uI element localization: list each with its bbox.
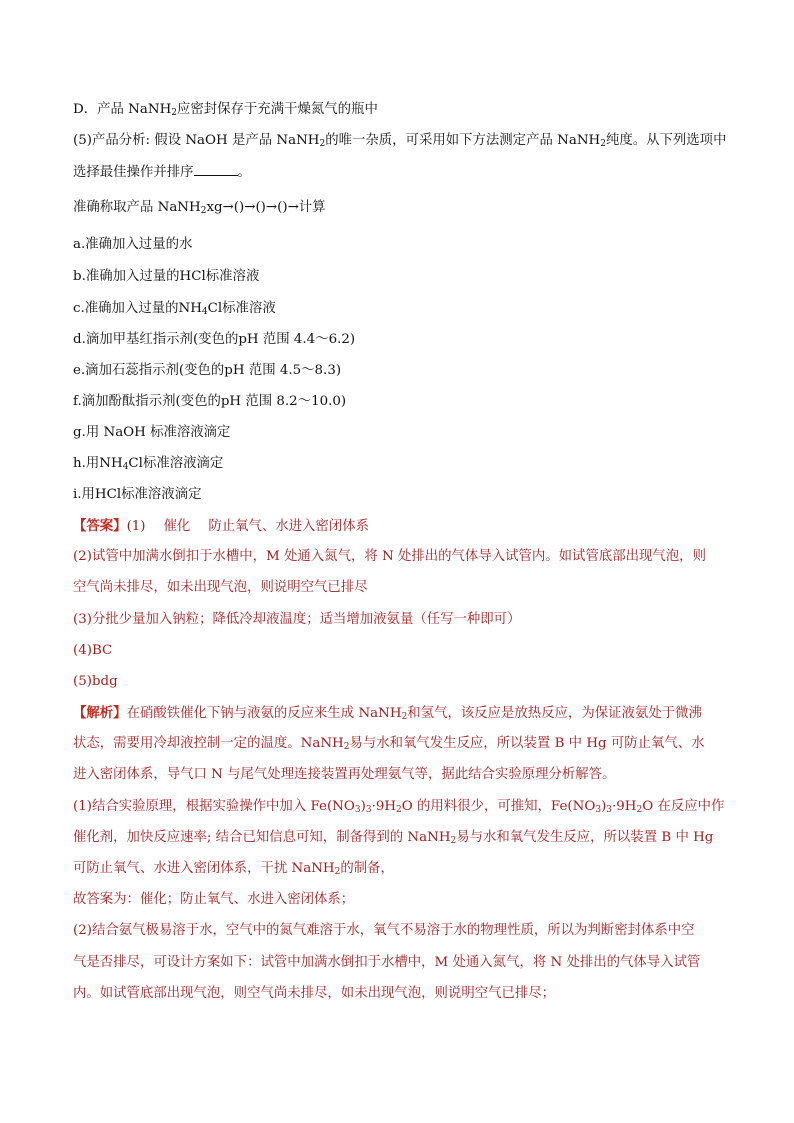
analysis-tag: 【解析】 [73, 705, 127, 721]
analysis-2-line-1: (2)结合氨气极易溶于水，空气中的氮气难溶于水，氧气不易溶于水的物理性质，所以为判断密封体系中空 [73, 923, 695, 938]
subscript: 3 [365, 805, 372, 815]
subscript: 2 [334, 867, 341, 877]
option-e: e.滴加石蕊指示剂(变色的pH 范围 4.5～8.3) [73, 363, 342, 378]
option-c [73, 300, 276, 318]
option-b: b.准确加入过量的HCl标准溶液 [73, 269, 260, 284]
text: 可防止氧气、水进入密闭体系，干扰 NaNH [73, 861, 335, 876]
text: 的制备， [340, 861, 394, 876]
text: 状态，需要用冷却液控制一定的温度。NaNH [73, 736, 344, 751]
subscript: 2 [401, 712, 408, 722]
text: ) [360, 799, 366, 814]
answer-2-line-2: 空气尚未排尽，如未出现气泡，则说明空气已排尽 [73, 580, 368, 595]
subscript: 2 [343, 742, 350, 752]
subscript: 3 [606, 805, 613, 815]
subscript: 2 [319, 139, 326, 149]
text: O 在反应中作 [642, 799, 725, 814]
subscript: 2 [396, 805, 402, 815]
option-a: a.准确加入过量的水 [73, 237, 193, 252]
text: 易与水和氧气发生反应，所以装置 B 中 Hg 可防止氧气、水 [349, 736, 705, 751]
option-f: f.滴加酚酞指示剂(变色的pH 范围 8.2～10.0) [73, 394, 347, 409]
answer-3: (3)分批少量加入钠粒；降低冷却液温度；适当增加液氨量（任写一种即可） [73, 612, 521, 627]
text: h.用 [73, 456, 100, 471]
text: xg→()→()→()→计算 [206, 200, 326, 215]
answer-tag: 【答案】 [73, 518, 127, 534]
subscript: 3 [354, 805, 361, 815]
text: ·9H [371, 799, 397, 814]
subscript: 2 [636, 805, 643, 815]
answer-1 [73, 517, 369, 536]
text: 催化剂，加快反应速率; 结合已知信息可知，制备得到的 NaNH [73, 830, 451, 845]
weigh-step [73, 199, 326, 217]
text: 应密封保存于充满干燥氮气的瓶中 [177, 102, 378, 117]
answer-5: (5)bdg [73, 674, 118, 689]
analysis-line-2 [73, 735, 705, 753]
text: Cl标准溶液滴定 [128, 456, 224, 471]
subscript: 4 [201, 307, 208, 317]
text: 防止氧气、水进入密闭体系 [208, 519, 369, 534]
text: D．产品 NaNH [73, 102, 172, 117]
subscript: 2 [200, 206, 207, 216]
text: 催化 [163, 519, 191, 534]
answer-4: (4)BC [73, 643, 113, 658]
analysis-2-line-3: 内。如试管底部出现气泡，则空气尚未排尽，如未出现气泡，则说明空气已排尽； [73, 986, 556, 1001]
text: 。 [237, 165, 251, 180]
analysis-1-line-1 [73, 798, 724, 816]
text: NH [99, 456, 123, 471]
text: 选择最佳操作并排序 [73, 165, 194, 180]
text: (1) [126, 519, 146, 534]
question-5-line-2 [73, 163, 251, 182]
text: Cl标准溶液 [207, 301, 276, 316]
text: 和氢气，该反应是放热反应，为保证液氨处于微沸 [407, 706, 702, 721]
analysis-line-3: 进入密闭体系，导气口 N 与尾气处理连接装置再处理氨气等，据此结合实验原理分析解答。 [73, 767, 616, 782]
subscript: 2 [600, 139, 606, 149]
answer-blank [194, 163, 238, 176]
subscript: 4 [122, 462, 129, 472]
subscript: 2 [450, 836, 457, 846]
text: 的唯一杂质，可采用如下方法测定产品 NaNH [325, 133, 601, 148]
text: (5)产品分析: 假设 NaOH 是产品 NaNH [73, 133, 320, 148]
text: ) [601, 799, 607, 814]
option-i: i.用HCl标准溶液滴定 [73, 487, 202, 502]
option-d-indicator: d.滴加甲基红指示剂(变色的pH 范围 4.4～6.2) [73, 332, 356, 347]
text: ·9H [612, 799, 637, 814]
text: (1)结合实验原理，根据实验操作中加入 Fe(NO [73, 799, 355, 814]
option-h [73, 455, 223, 473]
text: 纯度。从下列选项中 [605, 133, 727, 148]
option-d [73, 101, 378, 119]
subscript: 2 [171, 108, 177, 118]
question-5-line-1 [73, 132, 726, 150]
text: NH [178, 301, 202, 316]
analysis-1-line-2 [73, 829, 713, 847]
text: 准确称取产品 NaNH [73, 200, 201, 215]
text: 在硝酸铁催化下钠与液氨的反应来生成 NaNH [126, 706, 402, 721]
analysis-1-conclusion: 故答案为：催化；防止氧气、水进入密闭体系； [73, 892, 355, 907]
analysis-2-line-2: 气是否排尽，可设计方案如下：试管中加满水倒扣于水槽中，M 处通入氮气，将 N 处排出的气体导入试管 [73, 955, 701, 970]
subscript: 3 [595, 805, 602, 815]
text: c.准确加入过量的 [73, 301, 179, 316]
answer-2-line-1: (2)试管中加满水倒扣于水槽中，M 处通入氮气，将 N 处排出的气体导入试管内。如试管底部出现气泡，则 [73, 549, 706, 564]
text: 易与水和氧气发生反应，所以装置 B 中 Hg [456, 830, 714, 845]
option-g: g.用 NaOH 标准溶液滴定 [73, 425, 231, 440]
analysis-line-1 [73, 704, 702, 723]
text: O 的用料很少，可推知，Fe(NO [401, 799, 596, 814]
analysis-1-line-3 [73, 860, 394, 878]
